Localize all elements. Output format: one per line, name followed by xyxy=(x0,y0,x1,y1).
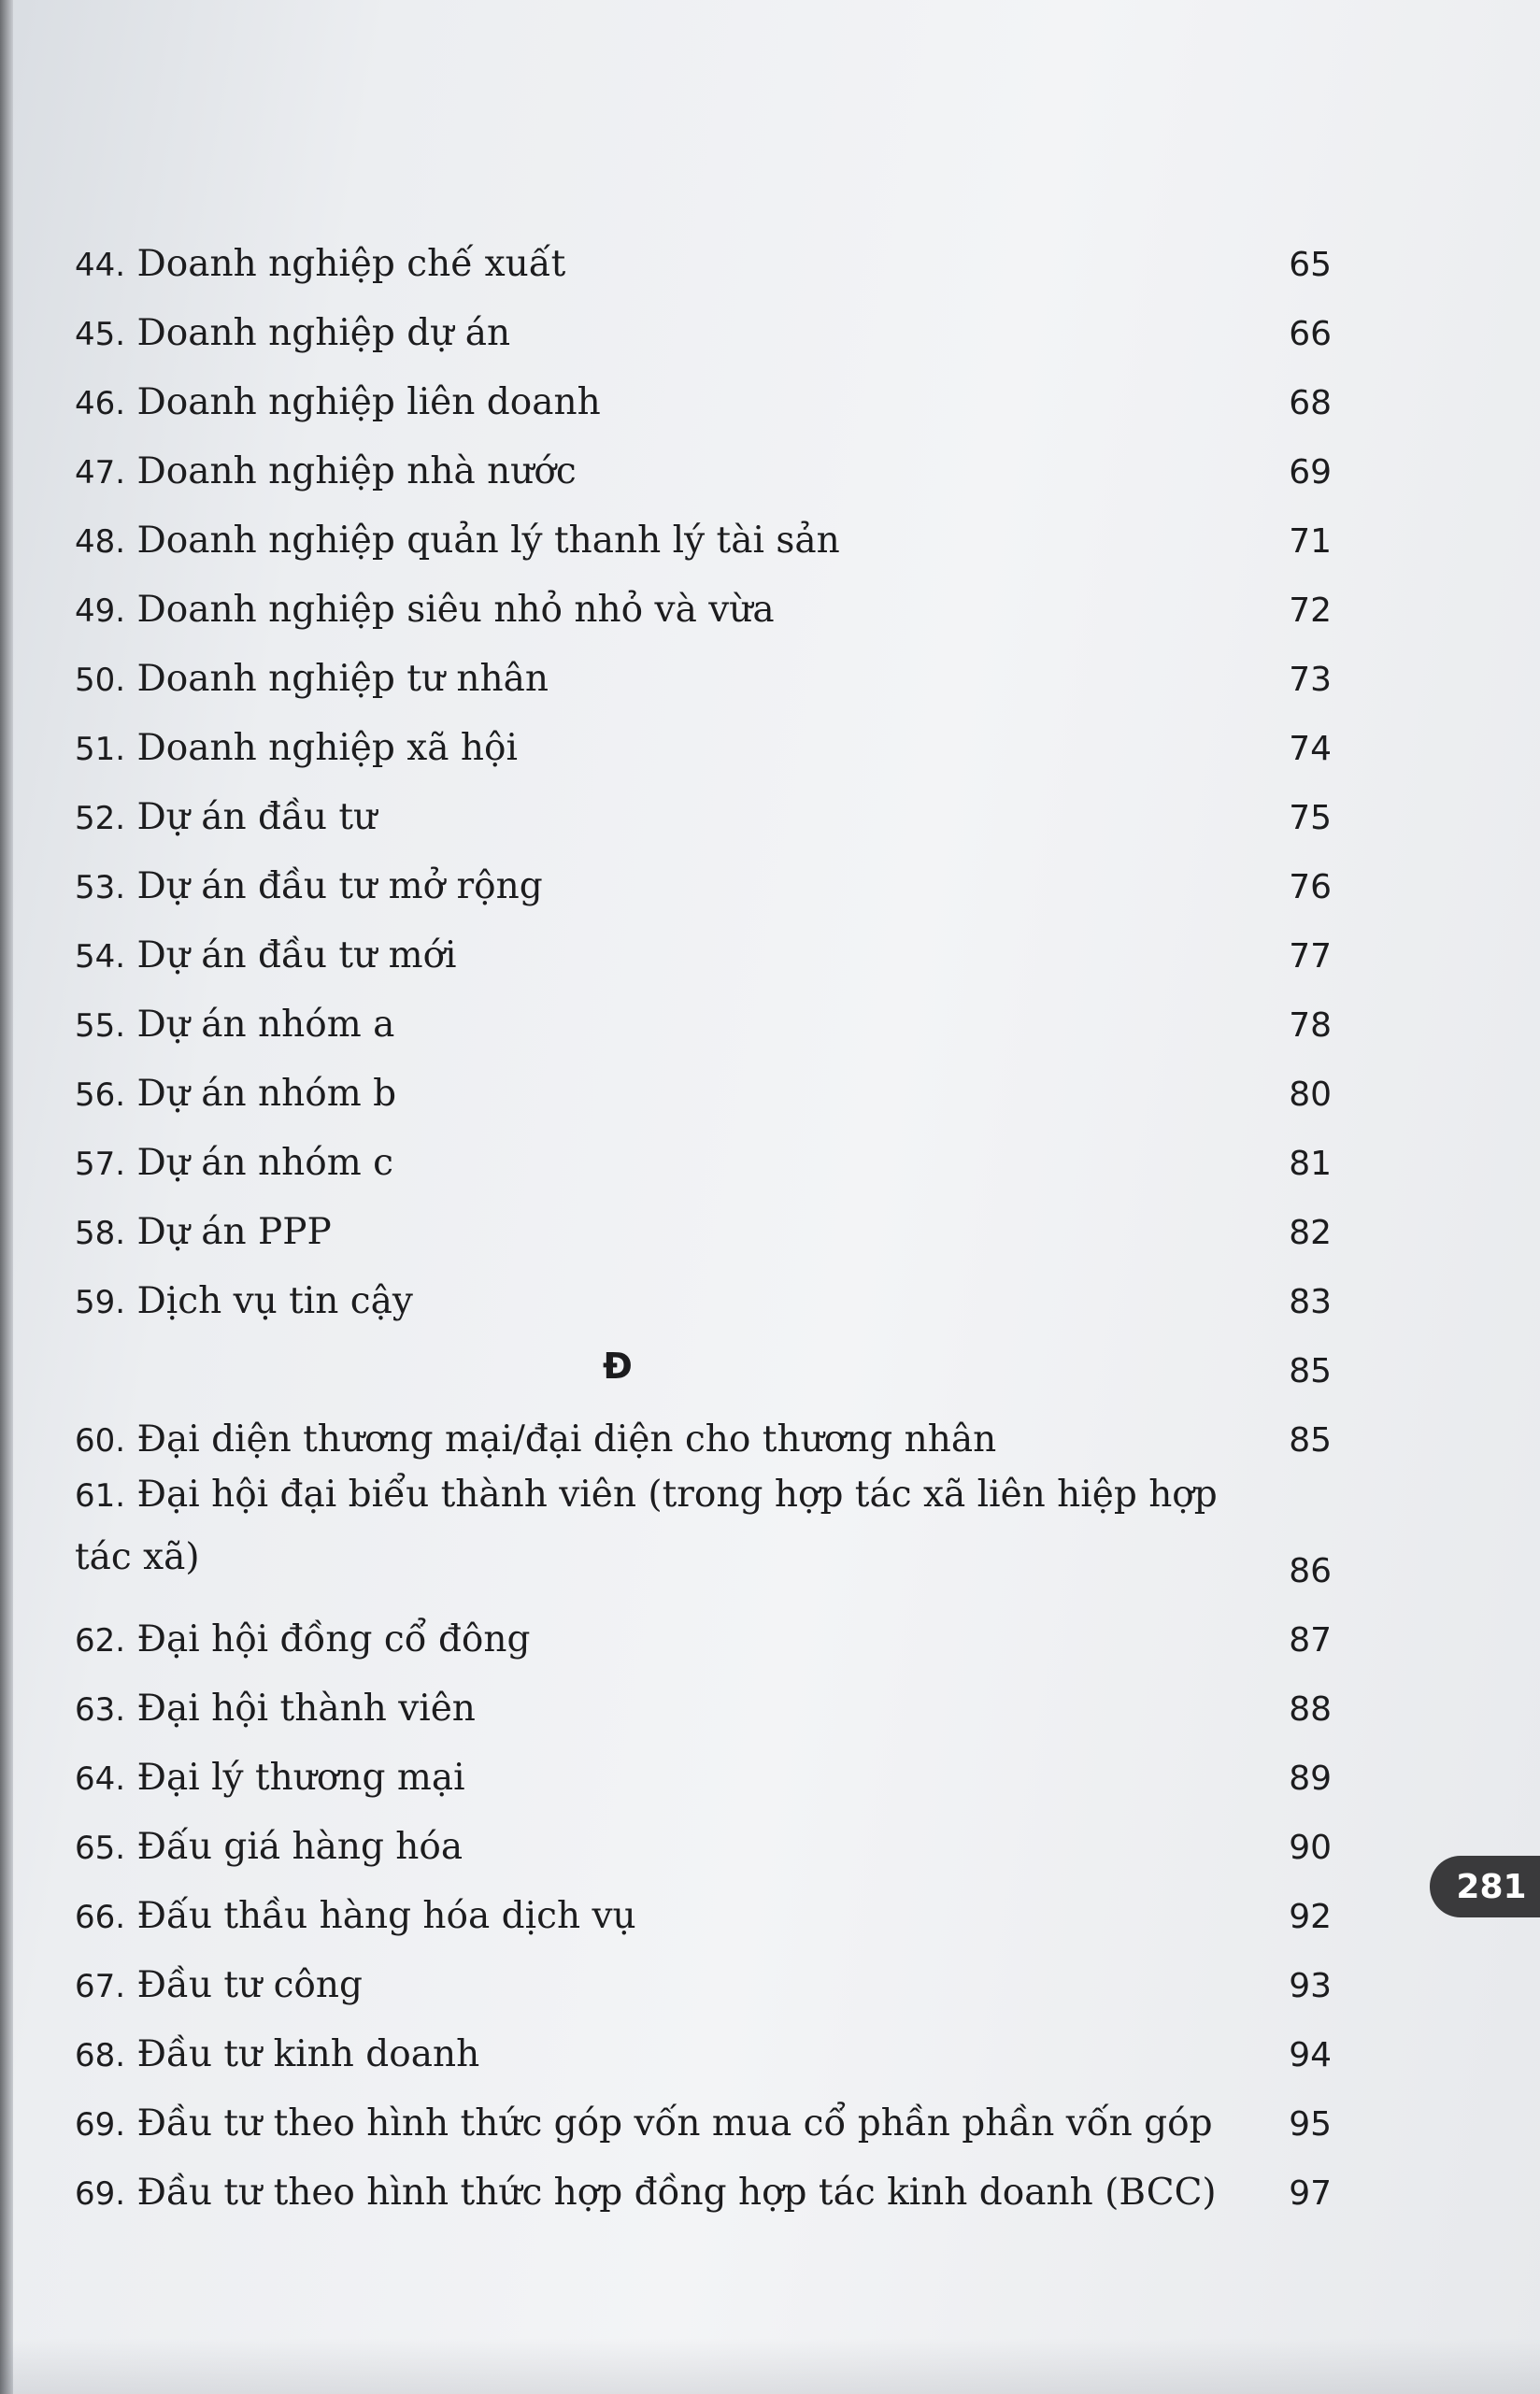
toc-entry xyxy=(75,2155,1332,2224)
entry-label: 67. Đầu tư công xyxy=(75,1964,363,2006)
entry-label: 49. Doanh nghiệp siêu nhỏ nhỏ và vừa xyxy=(75,589,775,631)
entry-page: 94 xyxy=(1289,2036,1332,2074)
entry-page: 71 xyxy=(1289,522,1332,561)
entry-label: 69. Đầu tư theo hình thức hợp đồng hợp tác kinh doanh (BCC) xyxy=(75,2172,1217,2214)
entry-label: 46. Doanh nghiệp liên doanh xyxy=(75,381,601,423)
entry-label: 61. Đại hội đại biểu thành viên (trong hợp tác xã liên hiệp hợp tác xã) xyxy=(75,1474,1218,1578)
entry-page: 95 xyxy=(1289,2105,1332,2144)
entry-page: 82 xyxy=(1289,1214,1332,1252)
toc-entry xyxy=(75,1194,1332,1263)
entry-label: 60. Đại diện thương mại/đại diện cho thương nhân xyxy=(75,1418,997,1461)
entry-label: 51. Doanh nghiệp xã hội xyxy=(75,727,518,769)
entry-page: 93 xyxy=(1289,1967,1332,2005)
entry-page: 83 xyxy=(1289,1283,1332,1321)
entry-label: 45. Doanh nghiệp dự án xyxy=(75,312,511,354)
entry-label: 53. Dự án đầu tư mở rộng xyxy=(75,865,543,907)
entry-page: 66 xyxy=(1289,315,1332,353)
entry-page: 69 xyxy=(1289,453,1332,492)
entry-page: 74 xyxy=(1289,730,1332,768)
toc-entry xyxy=(75,2086,1332,2155)
toc-entry xyxy=(75,1671,1332,1740)
toc-entry xyxy=(75,710,1332,779)
page-number: 281 xyxy=(1456,1867,1527,1906)
entry-page: 76 xyxy=(1289,868,1332,906)
entry-label: 64. Đại lý thương mại xyxy=(75,1757,465,1799)
page-number-tab xyxy=(1430,1856,1540,1917)
page-bottom-shadow xyxy=(0,2338,1540,2394)
entry-label: 44. Doanh nghiệp chế xuất xyxy=(75,243,566,285)
entry-page: 77 xyxy=(1289,937,1332,976)
toc-entry xyxy=(75,848,1332,918)
entry-label: 63. Đại hội thành viên xyxy=(75,1688,476,1730)
toc-entry xyxy=(75,2016,1332,2086)
entry-label: 55. Dự án nhóm a xyxy=(75,1004,395,1046)
toc-entry xyxy=(75,987,1332,1056)
toc-entry xyxy=(75,1602,1332,1671)
toc-entry xyxy=(75,641,1332,710)
entry-label: 52. Dự án đầu tư xyxy=(75,796,378,838)
toc-entry xyxy=(75,503,1332,572)
toc-entry xyxy=(75,434,1332,503)
book-spine-edge xyxy=(0,0,13,2394)
toc-entry xyxy=(75,1056,1332,1125)
toc-entry xyxy=(75,572,1332,641)
entry-page: 80 xyxy=(1289,1076,1332,1114)
entry-label: 56. Dự án nhóm b xyxy=(75,1073,397,1115)
entry-page: 72 xyxy=(1289,591,1332,630)
entry-page: 73 xyxy=(1289,661,1332,699)
section-heading xyxy=(75,1332,1332,1402)
entry-label: 62. Đại hội đồng cổ đông xyxy=(75,1618,531,1660)
entry-label: 65. Đấu giá hàng hóa xyxy=(75,1826,463,1868)
entry-page: 68 xyxy=(1289,384,1332,422)
entry-page: 90 xyxy=(1289,1829,1332,1867)
toc-entry xyxy=(75,918,1332,987)
entry-label: 69. Đầu tư theo hình thức góp vốn mua cổ phần phần vốn góp xyxy=(75,2102,1213,2145)
entry-page: 81 xyxy=(1289,1145,1332,1183)
entry-label: 50. Doanh nghiệp tư nhân xyxy=(75,658,549,700)
entry-label: 68. Đầu tư kinh doanh xyxy=(75,2033,480,2075)
toc-entry xyxy=(75,1471,1332,1602)
toc-entry xyxy=(75,295,1332,364)
toc-entry xyxy=(75,1402,1332,1471)
toc-entry xyxy=(75,1947,1332,2016)
entry-page: 87 xyxy=(1289,1621,1332,1660)
entry-page: 88 xyxy=(1289,1690,1332,1729)
entry-label: 58. Dự án PPP xyxy=(75,1211,332,1253)
entry-page: 89 xyxy=(1289,1760,1332,1798)
toc-entry xyxy=(75,1809,1332,1878)
entry-label: 54. Dự án đầu tư mới xyxy=(75,934,457,976)
toc-entry xyxy=(75,1878,1332,1947)
entry-page: 92 xyxy=(1289,1898,1332,1936)
entry-label: 59. Dịch vụ tin cậy xyxy=(75,1280,413,1322)
entry-page: 85 xyxy=(1289,1421,1332,1460)
toc-entry xyxy=(75,779,1332,848)
entry-page: 65 xyxy=(1289,246,1332,284)
toc-entry xyxy=(75,1125,1332,1194)
table-of-contents xyxy=(75,226,1332,2224)
section-letter: Đ xyxy=(603,1346,633,1387)
toc-entry xyxy=(75,1740,1332,1809)
entry-label: 57. Dự án nhóm c xyxy=(75,1142,393,1184)
toc-entry xyxy=(75,364,1332,434)
entry-page: 86 xyxy=(1289,1552,1332,1590)
entry-page: 97 xyxy=(1289,2174,1332,2213)
entry-label: 48. Doanh nghiệp quản lý thanh lý tài sản xyxy=(75,520,840,562)
entry-label: 47. Doanh nghiệp nhà nước xyxy=(75,450,577,492)
entry-page: 78 xyxy=(1289,1006,1332,1045)
toc-entry xyxy=(75,1263,1332,1332)
toc-entry xyxy=(75,226,1332,295)
section-page: 85 xyxy=(1289,1352,1332,1390)
entry-label: 66. Đấu thầu hàng hóa dịch vụ xyxy=(75,1895,636,1937)
entry-page: 75 xyxy=(1289,799,1332,837)
